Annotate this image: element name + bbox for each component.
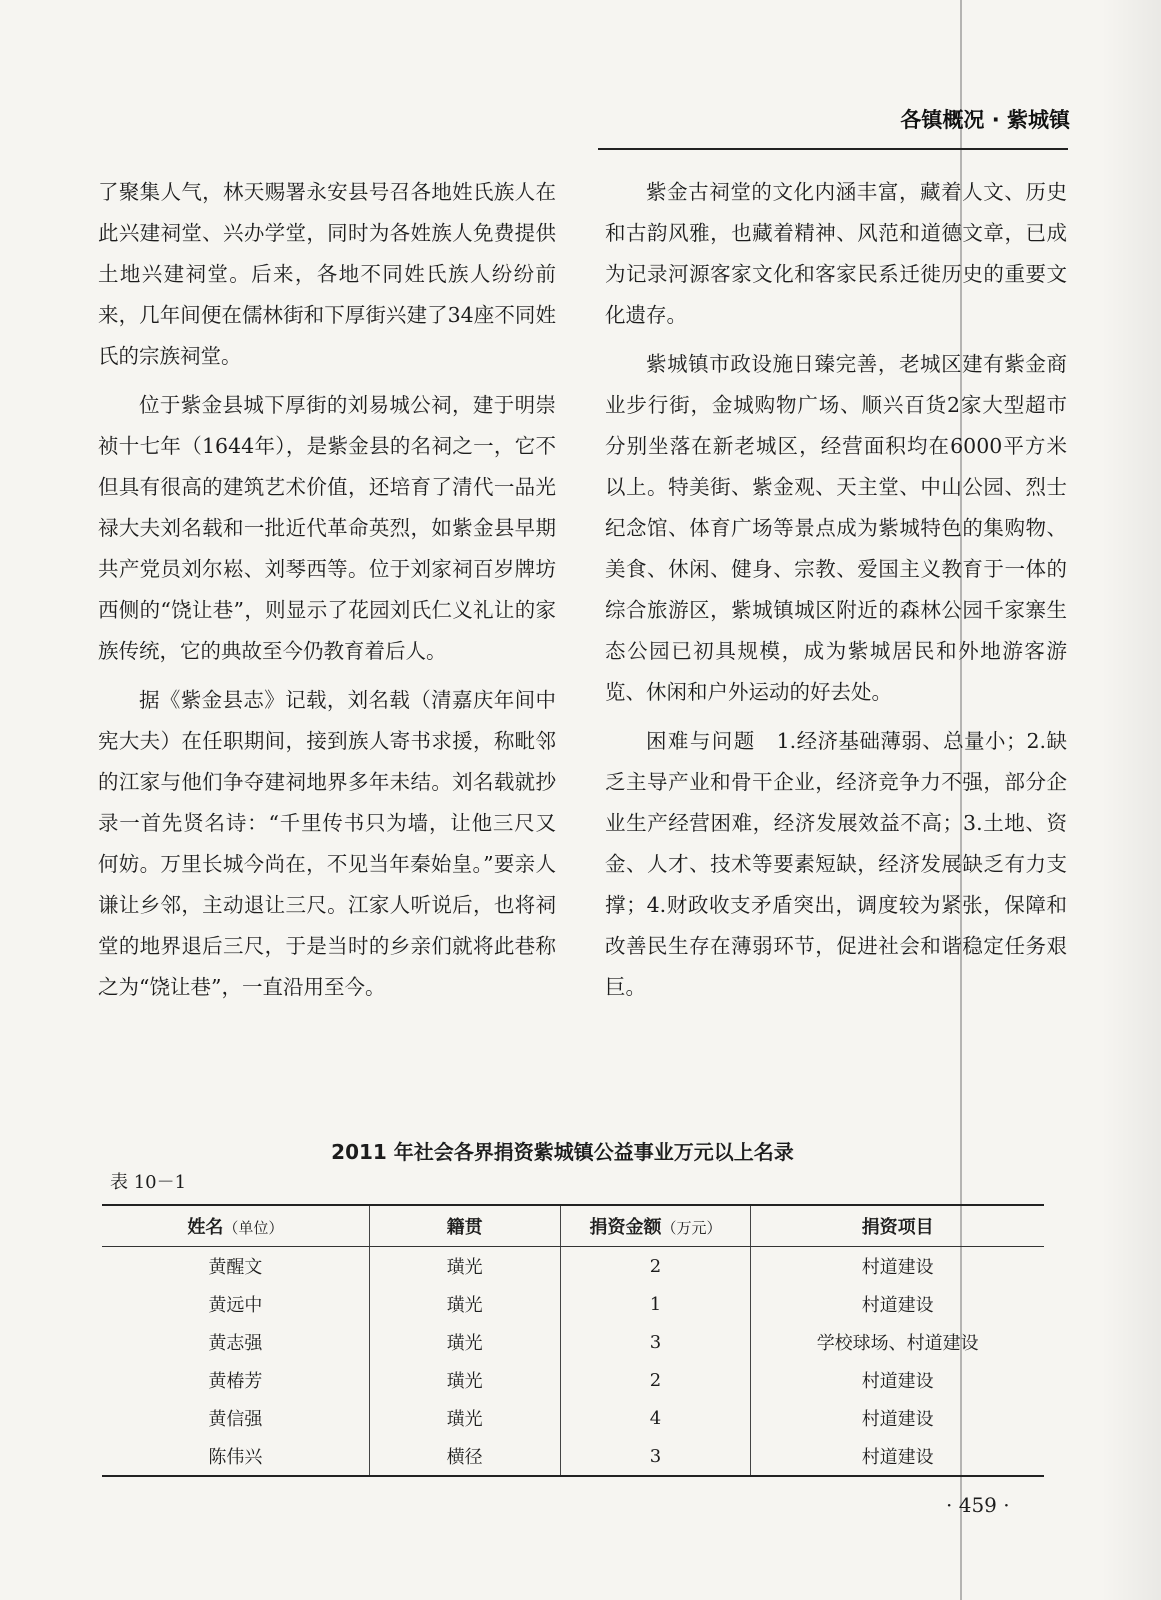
table-cell: 3 (560, 1323, 751, 1361)
table-cell: 璜光 (369, 1361, 560, 1399)
scan-shadow (1101, 0, 1161, 1600)
table-header-row (102, 1205, 1044, 1247)
table-cell: 村道建设 (751, 1247, 1044, 1286)
table-row (102, 1399, 1044, 1437)
table-cell: 2 (560, 1361, 751, 1399)
column-header: 籍贯 (369, 1205, 560, 1247)
paragraph: 位于紫金县城下厚街的刘易城公祠，建于明崇祯十七年（1644年），是紫金县的名祠之一，它不但具有很高的建筑艺术价值，还培育了清代一品光禄大夫刘名载和一批近代革命英烈，如紫金县早期共产党员刘尔崧、刘琴西等。位于刘家祠百岁牌坊西侧的“饶让巷”，则显示了花园刘氏仁义礼让的家族传统，它的典故至今仍教育着后人。 (98, 393, 556, 663)
table-cell: 村道建设 (751, 1437, 1044, 1476)
left-column (98, 172, 556, 1008)
table-cell: 黄椿芳 (208, 1371, 263, 1392)
problems-text: 1.经济基础薄弱、总量小；2.缺乏主导产业和骨干企业，经济竞争力不强，部分企业生产经营困难，经济发展效益不高；3.土地、资金、人才、技术等要素短缺，经济发展缺乏有力支撑；4.财政收支矛盾突出，调度较为紧张，保障和改善民生存在薄弱环节，促进社会和谐稳定任务艰巨。 (605, 729, 1067, 999)
table-row (102, 1361, 1044, 1399)
table-cell: 4 (560, 1399, 751, 1437)
table-label: 表 10－1 (110, 1172, 187, 1193)
table-row (102, 1285, 1044, 1323)
table-row (102, 1437, 1044, 1476)
table-cell: 1 (560, 1285, 751, 1323)
table-cell: 横径 (369, 1437, 560, 1476)
column-header: 捐资项目 (751, 1205, 1044, 1247)
table-cell: 黄醒文 (208, 1257, 263, 1278)
paragraph: 紫金古祠堂的文化内涵丰富，藏着人文、历史和古韵风雅，也藏着精神、风范和道德文章，已成为记录河源客家文化和客家民系迁徙历史的重要文化遗存。 (605, 180, 1067, 327)
table-cell: 黄志强 (208, 1333, 263, 1354)
table-cell: 璜光 (369, 1285, 560, 1323)
table-cell: 璜光 (369, 1247, 560, 1286)
table-cell: 璜光 (369, 1323, 560, 1361)
table-title: 2011 年社会各界捐资紫城镇公益事业万元以上名录 (331, 1140, 794, 1164)
right-column (605, 172, 1067, 1008)
table-cell: 黄远中 (208, 1295, 263, 1316)
table-cell: 璜光 (369, 1399, 560, 1437)
problems-heading: 困难与问题 (646, 729, 756, 753)
donation-table (102, 1204, 1044, 1477)
table-cell: 3 (560, 1437, 751, 1476)
table-cell: 村道建设 (751, 1361, 1044, 1399)
table-cell: 学校球场、村道建设 (751, 1323, 1044, 1361)
table-cell: 陈伟兴 (102, 1437, 369, 1476)
table-row (102, 1323, 1044, 1361)
table-cell: 村道建设 (751, 1399, 1044, 1437)
page-number: · 459 · (946, 1493, 1010, 1517)
paragraph: 据《紫金县志》记载，刘名载（清嘉庆年间中宪大夫）在任职期间，接到族人寄书求援，称毗邻的江家与他们争夺建祠地界多年未结。刘名载就抄录一首先贤名诗：“千里传书只为墙，让他三尺又何妨。万里长城今尚在，不见当年秦始皇。”要亲人谦让乡邻，主动退让三尺。江家人听说后，也将祠堂的地界退后三尺，于是当时的乡亲们就将此巷称之为“饶让巷”，一直沿用至今。 (98, 688, 556, 999)
paragraph: 紫城镇市政设施日臻完善，老城区建有紫金商业步行街，金城购物广场、顺兴百货2家大型超市分别坐落在新老城区，经营面积均在6000平方米以上。特美街、紫金观、天主堂、中山公园、烈士纪念馆、体育广场等景点成为紫城特色的集购物、美食、休闲、健身、宗教、爱国主义教育于一体的综合旅游区，紫城镇城区附近的森林公园千家寨生态公园已初具规模，成为紫城居民和外地游客游览、休闲和户外运动的好去处。 (605, 352, 1067, 704)
table-cell: 黄信强 (208, 1409, 263, 1430)
column-header: 捐资金额（万元） (560, 1205, 751, 1247)
table-cell: 2 (560, 1247, 751, 1286)
table-row (102, 1247, 1044, 1286)
problems-paragraph (605, 721, 1067, 1008)
paragraph: 了聚集人气，林天赐署永安县号召各地姓氏族人在此兴建祠堂、兴办学堂，同时为各姓族人免费提供土地兴建祠堂。后来，各地不同姓氏族人纷纷前来，几年间便在儒林街和下厚街兴建了34座不同姓氏的宗族祠堂。 (98, 180, 556, 368)
header-rule (598, 148, 1068, 150)
column-header: 姓名（单位） (102, 1205, 369, 1247)
table-cell: 村道建设 (751, 1285, 1044, 1323)
running-header: 各镇概况 · 紫城镇 (900, 108, 1070, 132)
